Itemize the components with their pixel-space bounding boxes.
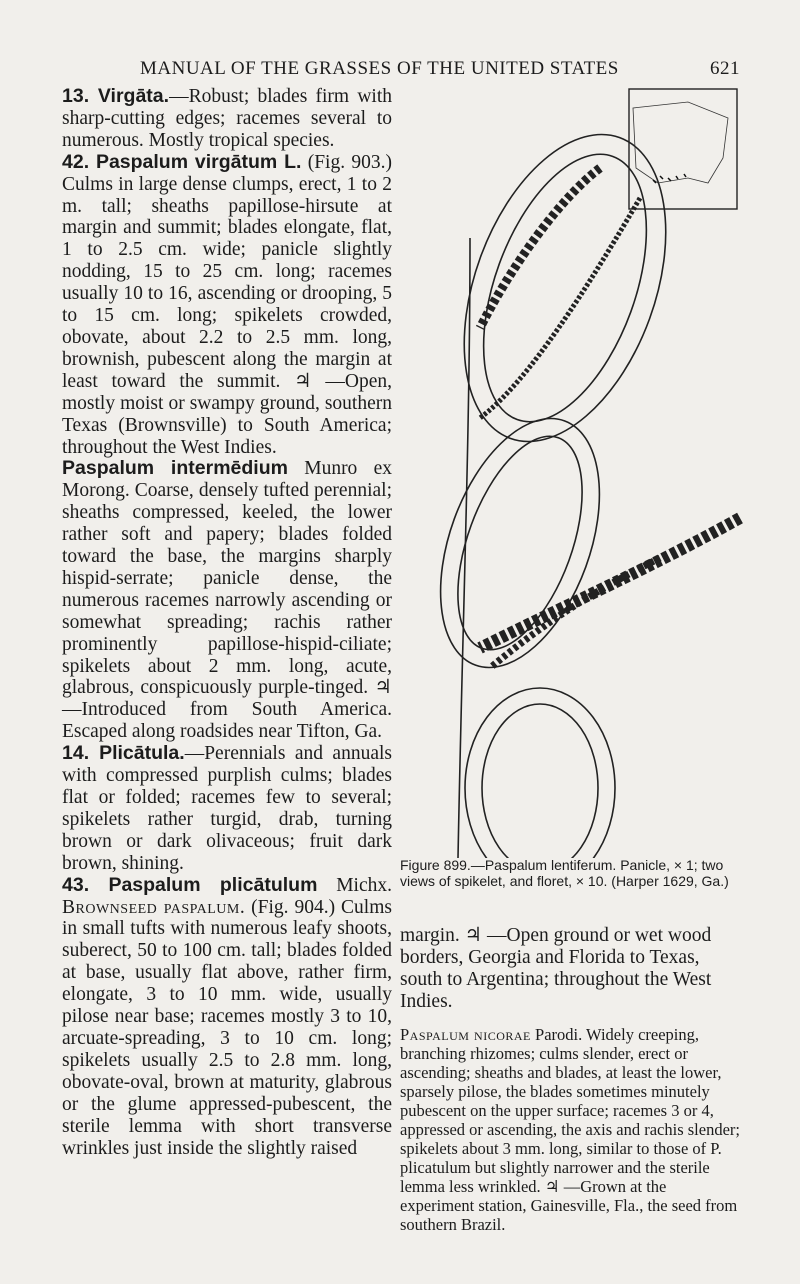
species-heading: Paspalum intermēdium	[62, 457, 288, 480]
running-title: MANUAL OF THE GRASSES OF THE UNITED STATES	[140, 58, 619, 79]
species-text: Parodi. Widely creeping, branching rhizomes; culms slender, erect or ascending; sheaths and blades, at least the lower, sparsely pilose, the blades sometimes minutely pubescent on the upper surface; racemes 3 or 4, appressed or ascending, the axis and rachis slender; spikelets about 3 mm. long, similar to those of P. plicatulum but slightly narrower and the sterile lemma less wrinkled. ♃ —Grown at the experiment station, Gainesville, Fla., the seed from southern Brazil.	[400, 1024, 740, 1234]
species-text: Michx.	[317, 874, 392, 896]
section-heading: 13. Virgāta.	[62, 85, 170, 107]
figure-caption: Figure 899.—Paspalum lentiferum. Panicle, × 1; two views of spikelet, and floret, × 10. (Harper 1629, Ga.)	[400, 857, 729, 889]
species-heading: Paspalum nicorae	[400, 1024, 531, 1044]
species-text-cont: (Fig. 904.) Culms in small tufts with numerous leafy shoots, suberect, 50 to 100 cm. tall; blades folded at base, usually flat above, rather firm, elongate, 3 to 10 mm. wide, usually pilose near base; racemes mostly 3 to 10, arcuate-spreading, 3 to 10 cm. long; spikelets usually 2.5 to 2.8 mm. long, obovate-oval, brown at maturity, glabrous or the glume appressed-pubescent, the sterile lemma with short transverse wrinkles just inside the slightly raised	[62, 896, 392, 1159]
left-column	[62, 86, 392, 1159]
section-heading: 14. Plicātula.	[62, 742, 185, 765]
species-intermedium	[62, 458, 392, 743]
page-header	[140, 58, 740, 80]
species-heading: 42. Paspalum virgātum L.	[62, 150, 302, 173]
right-column	[400, 925, 740, 1234]
species-heading: 43. Paspalum plicātulum	[62, 873, 318, 896]
species-nicorae	[400, 1025, 740, 1234]
species-42	[62, 152, 392, 459]
continuation-text: margin. ♃ —Open ground or wet wood borders, Georgia and Florida to Texas, south to Argentina; throughout the West Indies.	[400, 925, 712, 1012]
distribution-map	[628, 88, 738, 210]
species-text: Munro ex Morong. Coarse, densely tufted perennial; sheaths compressed, keeled, the lower rather soft and papery; blades folded toward the base, the margins sharply hispid-serrate; panicle dense, the numerous racemes narrowly ascending or somewhat spreading; rachis rather prominently papillose-hispid-ciliate; spikelets about 2 mm. long, acute, glabrous, conspicuously purple-tinged. ♃ —Introduced from South America. Escaped along roadsides near Tifton, Ga.	[62, 458, 392, 743]
page-number: 621	[710, 58, 740, 79]
species-text: (Fig. 903.) Culms in large dense clumps, erect, 1 to 2 m. tall; sheaths papillose-hirsute at margin and summit; blades elongate, flat, 1 to 2.5 cm. wide; panicle slightly nodding, 15 to 25 cm. long; racemes usually 10 to 16, ascending or drooping, 5 to 15 cm. long; spikelets crowded, obovate, about 2.2 to 2.5 mm. long, brownish, pubescent along the margin at least toward the summit. ♃ —Open, mostly moist or swampy ground, southern Texas (Brownsville) to South America; throughout the West Indies.	[62, 151, 393, 458]
section-text: —Robust; blades firm with sharp-cutting edges; racemes several to numerous. Mostly tropical species.	[62, 86, 392, 151]
common-name: Brownseed paspalum.	[62, 896, 246, 918]
species-43	[62, 875, 392, 1160]
section-14	[62, 743, 392, 874]
section-13	[62, 86, 392, 152]
section-text: —Perennials and annuals with compressed purplish culms; blades flat or folded; racemes few to several; spikelets rather turgid, drab, turning brown or dark olivaceous; fruit dark brown, shining.	[62, 743, 392, 874]
